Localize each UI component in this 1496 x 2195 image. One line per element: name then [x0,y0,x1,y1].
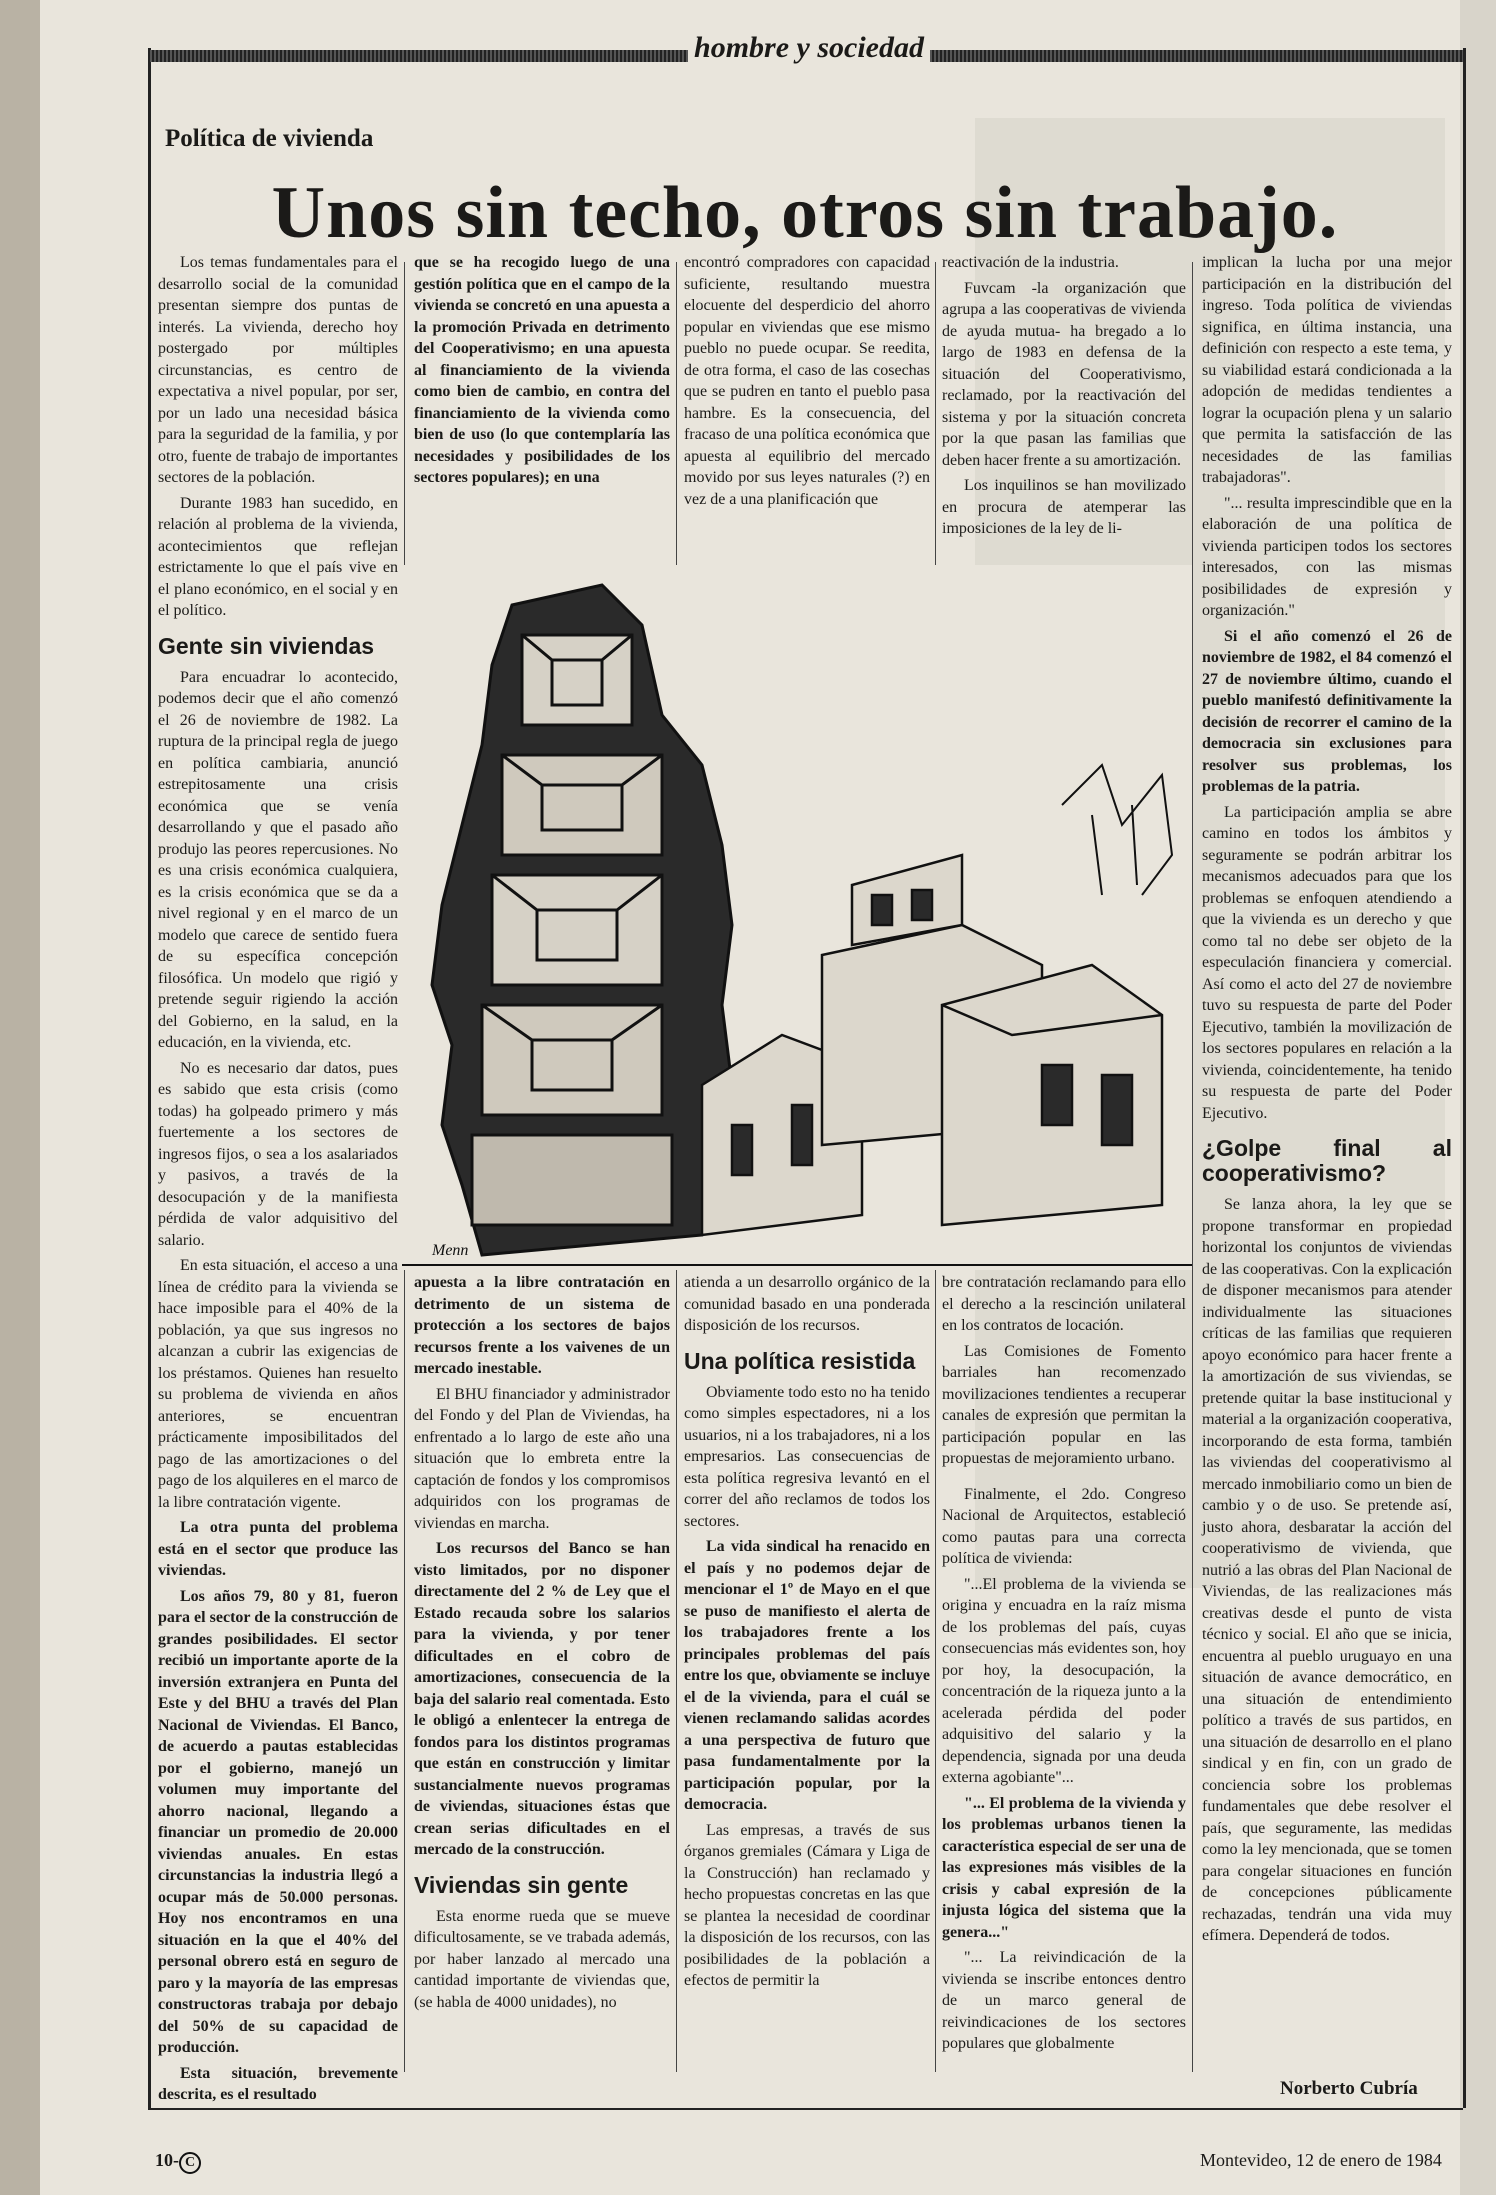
subheading: Una política resistida [684,1347,916,1374]
column-4-bottom [942,1272,1186,2082]
paragraph: atienda a un desarrollo orgánico de la comunidad basado en una ponderada disposición de los recursos. [684,1274,930,1334]
paragraph: apuesta a la libre contratación en detrimento de un sistema de protección a los sectores de bajos recursos frente a los vaivenes de un mercado inestable. [414,1274,670,1377]
paragraph: Esta situación, brevemente descrita, es el resultado [158,2064,398,2103]
paragraph: reactivación de la industria. [942,254,1119,271]
column-3-bottom [684,1272,930,2082]
paragraph: Durante 1983 han sucedido, en relación al problema de la vivienda, acontecimientos que reflejan estrictamente lo que el país vive en el plano económico, en el social y en el político. [158,494,398,619]
subheading: ¿Golpe final al cooperativismo? [1202,1135,1452,1186]
bottom-rule [148,2108,1463,2110]
paragraph: implican la lucha por una mejor participación en la distribución del ingreso. Toda política de viviendas significa, en última instancia, una definición con respecto a este tema, y su viabilidad estará condicionada a la adopción de medidas tendientes a lograr la ocupación plena y un salario que permita la satisfacción de las necesidades de las familias trabajadoras". [1202,254,1452,486]
column-3-top [684,252,930,564]
headline: Unos sin techo, otros sin trabajo. [271,172,1339,254]
column-4-top [942,252,1186,564]
paragraph: No es necesario dar datos, pues es sabido que esta crisis (como todas) ha golpeado primero y más fuertemente a los sectores de ingresos fijos, o sea a los asalariados y pasivos, a través de la desocupación y de la manifiesta pérdida de valor adquisitivo del salario. [158,1059,398,1249]
publication-logo: C [179,2152,201,2174]
author-signature: Norberto Cubría [1280,2078,1418,2099]
paragraph: El BHU financiador y administrador del Fondo y del Plan de Viviendas, ha enfrentado a lo largo de este año una situación que lo embreta entre la captación de fondos y los compromisos adquiridos con los programas de viviendas en marcha. [414,1385,670,1532]
housing-illustration [402,565,1192,1270]
paragraph: En esta situación, el acceso a una línea de crédito para la vivienda se hace imposible para el 40% de la población, ya que sus ingresos no alcanzan a cubrir las exigencias de los préstamos. Quienes han resuelto su problema de vivienda en años anteriores, se encuentran prácticamente imposibilitados del pago de las amortizaciones o del pago de los alquileres en el marco de la libre contratación vigente. [158,1257,398,1511]
page-number: 10- C [155,2150,201,2174]
paragraph: La otra punta del problema está en el sector que produce las viviendas. [158,1519,398,1579]
paragraph: La vida sindical ha renacido en el país y no podemos dejar de mencionar el 1º de Mayo en el que se puso de manifiesto el alerta de los trabajadores frente a los principales problemas del país entre los que, obviamente se incluye el de la vivienda, para el cuál se vienen reclamando salidas acordes a una perspectiva de futuro que pasa fundamentalmente por la participación popular, por la democracia. [684,1538,930,1813]
artist-signature: Menn [432,1242,469,1259]
paragraph: Las Comisiones de Fomento barriales han recomenzado movilizaciones tendientes a recuperar canales de expresión que permitan la participación popular en las propuestas de mejoramiento urbano. [942,1342,1186,1467]
subheading: Gente sin viviendas [158,632,375,659]
paragraph: "...El problema de la vivienda se origina y encuadra en la raíz misma de los problemas del país, cuyas consecuencias más evidentes son, hoy por hoy, la desocupación, la concentración de la riqueza junto a la acelerada pérdida del poder adquisitivo del salario y la dependencia, signada por una deuda externa agobiante"... [942,1575,1186,1786]
paragraph: Los años 79, 80 y 81, fueron para el sector de la construcción de grandes posibilidades. El sector recibió un importante aporte de la inversión extranjera en Punta del Este y del BHU a través del Plan Nacional de Viviendas. El Banco, de acuerdo a pautas establecidas por el gobierno, manejó un volumen muy importante del ahorro nacional, llegando a financiar un promedio de 20.000 viviendas anuales. En estas circunstancias la industria llegó a ocupar más de 50.000 personas. Hoy nos encontramos en una situación en la que el 40% del personal obrero está en seguro de paro y la mayoría de las empresas constructoras trabaja por debajo del 50% de su capacidad de producción. [158,1587,398,2056]
column-2-top [414,252,670,564]
paragraph: Los temas fundamentales para el desarrollo social de la comunidad presentan siempre dos puntas de interés. La vivienda, derecho hoy postergado por múltiples circunstancias, es centro de expectativa a nivel popular, por ser, por un lado una necesidad básica para la seguridad de la familia, y por otro, fuente de trabajo de importantes sectores de la población. [158,254,398,486]
paragraph: Los recursos del Banco se han visto limitados, por no disponer directamente del 2 % de Ley que el Estado recauda sobre los salarios para la vivienda, y por tener dificultades en el cobro de amortizaciones, consecuencia de la baja del salario real comentada. Esto le obligó a enlentecer la entrega de fondos para los distintos programas que están en construcción y limitar sustancialmente nuevos programas de viviendas, situaciones éstas que crean serias dificultades en el mercado de la construcción. [414,1540,670,1858]
column-5 [1202,252,1452,2072]
paragraph: Las empresas, a través de sus órganos gremiales (Cámara y Liga de la Construcción) han reclamado y hecho propuestas concretas en las que se plantea la necesidad de coordinar la disposición de los recursos, con las posibilidades de la población a efectos de permitir la [684,1821,930,1989]
paragraph: Fuvcam -la organización que agrupa a las cooperativas de vivienda de ayuda mutua- ha bregado a lo largo de 1983 en defensa de la situación del Cooperativismo, reclamado, por la reactivación del sistema y por la situación concreta por la que pasan las familias que deben hacer frente a su amortización. [942,279,1186,469]
paragraph: "... El problema de la vivienda y los problemas urbanos tienen la característica especial de ser una de las expresiones más visibles de la crisis y cabal expresión de la injusta lógica del sistema que la genera..." [942,1794,1186,1941]
column-1 [158,252,398,2103]
paragraph: Obviamente todo esto no ha tenido como simples espectadores, ni a los usuarios, ni a los trabajadores, ni a los empresarios. Las consecuencias de esta política regresiva levantó en el correr del año reclamos de todos los sectores. [684,1383,930,1530]
paragraph: que se ha recogido luego de una gestión política que en el campo de la vivienda se concretó en una apuesta a la promoción Privada en detrimento del Cooperativismo; en una apuesta al financiamiento de la vivienda como bien de cambio, en contra del financiamiento de la vivienda como bien de uso (lo que contemplaría las necesidades y posibilidades de los sectores populares); en una [414,254,670,486]
paragraph: Si el año comenzó el 26 de noviembre de 1982, el 84 comenzó el 27 de noviembre último, cuando el pueblo manifestó definitivamente la decisión de recorrer el camino de la democracia sin exclusiones para resolver sus problemas, los problemas de la patria. [1202,627,1452,795]
column-rule [1192,262,1193,2072]
section-title: hombre y sociedad [688,28,930,68]
paragraph: Esta enorme rueda que se mueve dificultosamente, se ve trabada además, por haber lanzado al mercado una cantidad importante de viviendas que, (se habla de 4000 unidades), no [414,1907,670,2011]
paragraph: Finalmente, el 2do. Congreso Nacional de Arquitectos, estableció como pautas para una correcta política de vivienda: [942,1485,1186,1567]
paragraph: "... resulta imprescindible que en la elaboración de una política de vivienda participen todos los sectores interesados, con las mismas posibilidades de expresión y organización." [1202,494,1452,619]
paragraph: La participación amplia se abre camino en todos los ámbitos y seguramente se podrán arbitrar los mecanismos adecuados para que los problemas se enfoquen atendiendo a que la vivienda es un derecho y que como tal no debe ser objeto de la especulación financiera y comercial. Así como el acto del 27 de noviembre tuvo su respuesta de parte del Poder Ejecutivo, también la movilización de los sectores populares en relación a la vivienda, coincidentemente, ha tenido su respuesta de parte del Poder Ejecutivo. [1202,803,1452,1122]
column-2-bottom [414,1272,670,2082]
paragraph: Para encuadrar lo acontecido, podemos decir que el año comenzó el 26 de noviembre de 1982. La ruptura de la principal regla de juego en política cambiaria, anunció estrepitosamente una crisis económica que se venía desarrollando y que el pasado año produjo las peores repercusiones. No es una crisis económica cualquiera, es la crisis económica que se da a nivel regional y en el marco de un modelo que carece de sentido fuera de su específica concepción filosófica. Un modelo que rigió y pretende seguir rigiendo la acción del Gobierno, en la salud, en la educación, en la vivienda, etc. [158,668,398,1051]
issue-date: Montevideo, 12 de enero de 1984 [1200,2150,1442,2170]
subheading: Viviendas sin gente [414,1871,629,1898]
paragraph: Se lanza ahora, la ley que se propone transformar en propiedad horizontal los conjuntos de viviendas de las cooperativas. Con la explicación de disponer mecanismos para atender individualmente las situaciones críticas de las familias que requieren apoyo económico para hacer frente a la amortización de sus viviendas, se pretende quitar la base institucional y material a la organización cooperativa, incorporando de esta forma, también las viviendas del cooperativismo al mercado inmobiliario como un bien de cambio y o de uso. Se pretende así, justo ahora, desbaratar la acción del cooperativismo de vivienda, que nutrió a las obras del Plan Nacional de Viviendas, de las realizaciones más creativas desde el punto de vista técnico y social. El año que se inicia, encuentra al pueblo uruguayo en una situación de avance democrático, en una situación de entendimiento político a través de sus partidos, en una situación de desarrollo en el plano sindical y en fin, con un grado de conciencia sobre los problemas fundamentales que debe resolver el país, que seguramente, las medidas como la ley mencionada, que se tomen para congelar situaciones en función de concepciones públicamente rechazadas, tendrán una vida muy efímera. Dependerá de todos. [1202,1196,1452,1944]
paragraph: bre contratación reclamando para ello el derecho a la rescinción unilateral en los contratos de locación. [942,1274,1186,1334]
paragraph: encontró compradores con capacidad suficiente, resultando muestra elocuente del desperdicio del ahorro popular en viviendas que ese mismo pueblo no puede ocupar. Se reedita, de otra forma, el caso de las cosechas que se pudren en tanto el pueblo pasa hambre. Es la consecuencia, del fracaso de una política económica que apuesta al equilibrio del mercado movido por sus leyes naturales (?) en vez de a una planificación que [684,254,930,508]
paragraph: Los inquilinos se han movilizado en procura de atemperar las imposiciones de la ley de li- [942,477,1186,537]
kicker: Política de vivienda [165,125,374,152]
binding-edge [0,0,40,2195]
paragraph: "... La reivindicación de la vivienda se inscribe entonces dentro de un marco general de reivindicaciones de los sectores populares que globalmente [942,1949,1186,2052]
